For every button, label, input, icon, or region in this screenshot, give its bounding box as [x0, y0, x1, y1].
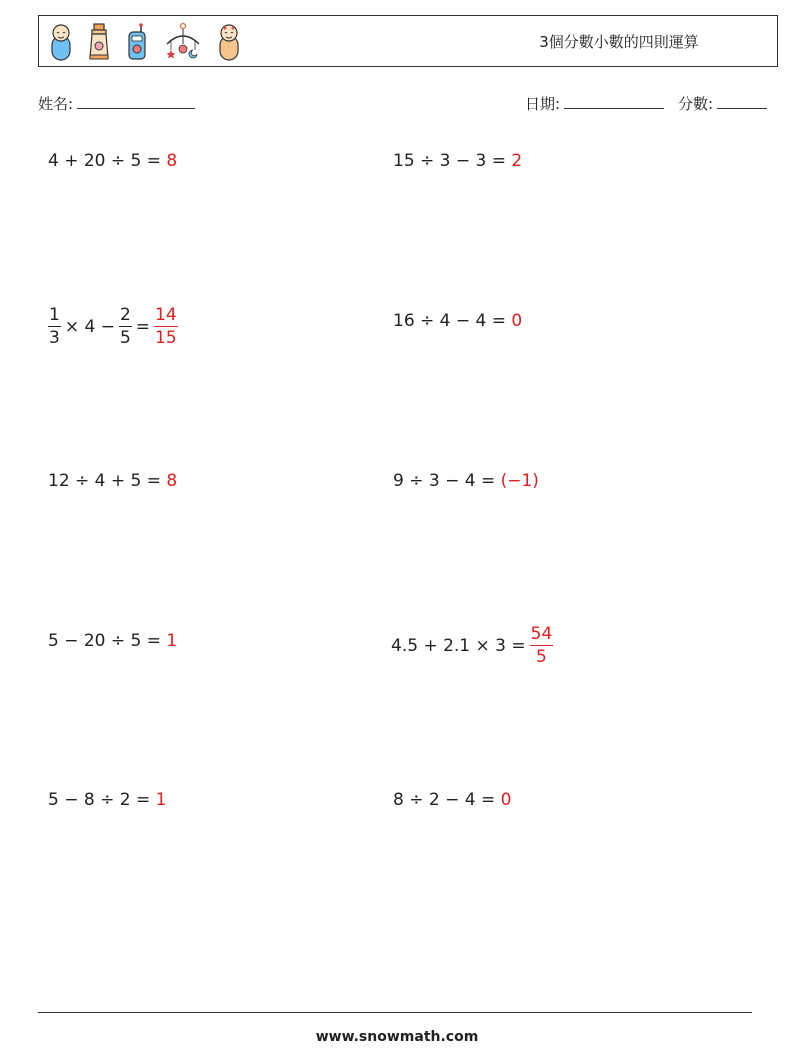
- bottle-icon: [87, 22, 111, 62]
- score-blank[interactable]: [717, 93, 767, 109]
- problem-4: [393, 311, 522, 331]
- icon-strip: [49, 20, 241, 64]
- denominator: 5: [530, 645, 554, 666]
- denominator: 5: [119, 328, 131, 348]
- answer-fraction: [154, 307, 178, 347]
- name-label: 姓名:: [38, 95, 74, 113]
- crib-mobile-icon: [163, 22, 203, 62]
- score-label: 分數:: [678, 95, 714, 113]
- numerator: 2: [119, 305, 131, 325]
- numerator: 14: [155, 305, 177, 325]
- problem-answer: 1: [155, 790, 167, 810]
- problem-expression: 16 ÷ 4 − 4 =: [393, 311, 507, 331]
- baby-monitor-icon: [125, 22, 149, 62]
- problem-answer: 8: [166, 151, 178, 171]
- date-label: 日期:: [525, 95, 561, 113]
- problem-2: [393, 151, 522, 171]
- fraction: [119, 307, 132, 347]
- problem-expression: 4 + 20 ÷ 5 =: [48, 151, 162, 171]
- problem-answer: 1: [166, 631, 178, 651]
- numerator: 54: [530, 624, 553, 644]
- problem-8: [391, 626, 557, 666]
- problem-5: [48, 471, 177, 491]
- date-field: [525, 93, 664, 114]
- equals-sign: =: [135, 317, 151, 337]
- problem-expression: 12 ÷ 4 + 5 =: [48, 471, 162, 491]
- worksheet-header: [38, 15, 778, 67]
- worksheet-title: 3個分數小數的四則運算: [539, 33, 699, 51]
- date-blank[interactable]: [564, 93, 664, 109]
- name-blank[interactable]: [77, 93, 195, 109]
- problem-6: [393, 471, 539, 491]
- footer-url[interactable]: www.snowmath.com: [315, 1029, 479, 1045]
- problem-expression: 15 ÷ 3 − 3 =: [393, 151, 507, 171]
- problem-answer: 0: [511, 311, 523, 331]
- fraction: [48, 307, 61, 347]
- problem-expression: 5 − 20 ÷ 5 =: [48, 631, 162, 651]
- denominator: 15: [155, 328, 177, 348]
- baby-girl-icon: [217, 22, 241, 62]
- problem-9: [48, 790, 166, 810]
- problem-answer: 8: [166, 471, 178, 491]
- numerator: 1: [49, 305, 60, 325]
- problem-expression: 8 ÷ 2 − 4 =: [393, 790, 496, 810]
- problem-7: [48, 631, 177, 651]
- problem-1: [48, 151, 177, 171]
- name-field: [38, 93, 195, 114]
- problem-expression: 5 − 8 ÷ 2 =: [48, 790, 151, 810]
- problem-expression: 4.5 + 2.1 × 3 =: [391, 636, 526, 656]
- problem-answer: (−1): [500, 471, 539, 491]
- footer-divider: [38, 1012, 752, 1013]
- answer-fraction: [530, 626, 554, 666]
- problem-operator: × 4 −: [64, 317, 115, 337]
- problem-3: [44, 307, 182, 347]
- baby-icon: [49, 22, 73, 62]
- problem-expression: 9 ÷ 3 − 4 =: [393, 471, 496, 491]
- denominator: 3: [49, 328, 60, 348]
- problem-10: [393, 790, 511, 810]
- problem-answer: 2: [511, 151, 523, 171]
- problem-answer: 0: [500, 790, 512, 810]
- score-field: [678, 93, 767, 114]
